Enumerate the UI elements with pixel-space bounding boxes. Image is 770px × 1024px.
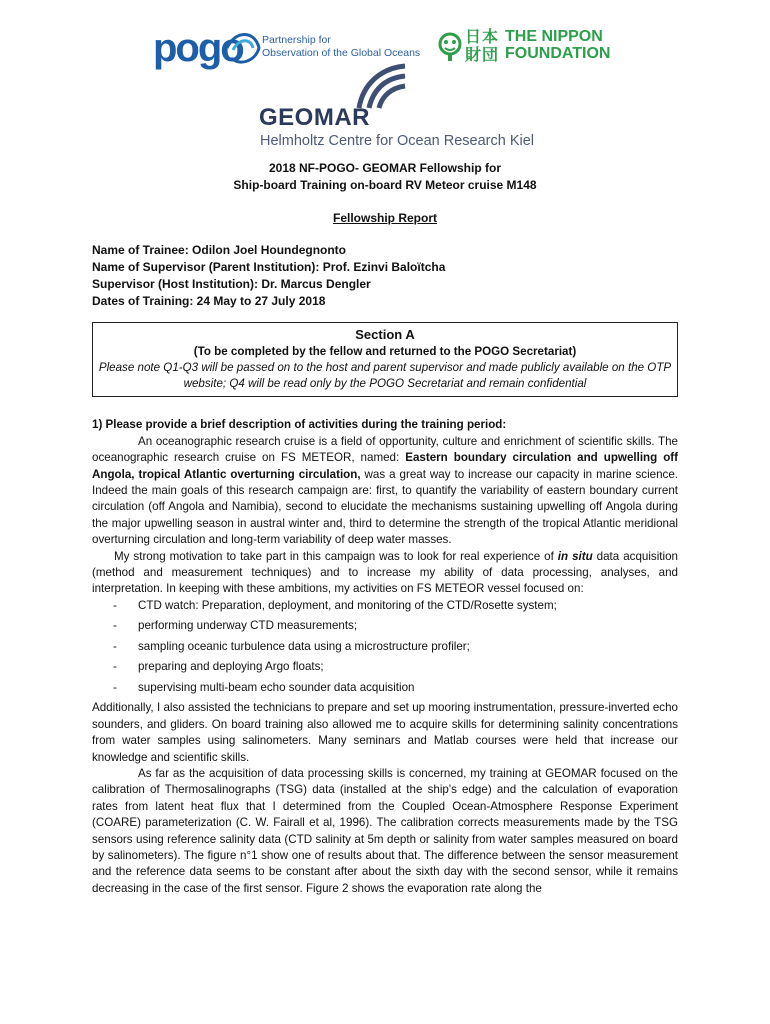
geomar-logo-word: GEOMAR [259, 104, 370, 131]
paragraph-2-text-b: data acquisition (method and measurement techniques) and to increase my ability of data processing, analyses, and interpretation. In keeping with these ambitions, my activities on FS METEOR vessel focused on: [92, 549, 678, 596]
section-subheading: (To be completed by the fellow and returned to the POGO Secretariat) [193, 345, 577, 359]
paragraph-1-text-b: was a great way to increase our capacity in marine science. Indeed the main goals of this research campaign are: first, to quantify the variability of eastern boundary current circulation (off Angola and Namibia), second to elucidate the mechanisms sustaining upwelling off Angola during the major upwelling season in austral winter and, third to determine the strength of the tropical Atlantic meridional overturning circulation and long-term variability of deep water masses. [92, 467, 679, 547]
paragraph-1 [92, 434, 678, 549]
report-document [92, 160, 678, 897]
bullet-dash: - [113, 639, 117, 653]
bullet-dash: - [113, 598, 117, 612]
supervisor-parent: Name of Supervisor (Parent Institution): Prof. Ezinvi Baloïtcha [92, 260, 446, 275]
pogo-line1: Partnership for [262, 34, 331, 46]
activity-text: CTD watch: Preparation, deployment, and monitoring of the CTD/Rosette system; [138, 598, 557, 612]
nippon-cjk-line1: 日本 [465, 27, 500, 46]
supervisor-host: Supervisor (Host Institution): Dr. Marcus Dengler [92, 277, 371, 292]
pogo-swoosh-icon [225, 28, 261, 68]
list-item [92, 598, 678, 619]
nippon-foundation-text [505, 28, 610, 62]
activity-text: performing underway CTD measurements; [138, 619, 358, 633]
nippon-cjk-text [465, 28, 499, 64]
nippon-line2: FOUNDATION [505, 45, 611, 62]
paragraph-2-text-a: My strong motivation to take part in this campaign was to look for real experience of [114, 549, 558, 563]
list-item [92, 618, 678, 639]
section-note: Please note Q1-Q3 will be passed on to the host and parent supervisor and made publicly available on the OTP website; Q4 will be read only by the POGO Secretariat and remain confidential [98, 361, 672, 391]
activities-list [92, 598, 678, 701]
list-item [92, 680, 678, 701]
pogo-line2: Observation of the Global Oceans [262, 47, 421, 59]
pogo-logo-text [262, 34, 420, 60]
training-dates: Dates of Training: 24 May to 27 July 2018 [92, 294, 326, 309]
report-title-line1: 2018 NF-POGO- GEOMAR Fellowship for [268, 161, 502, 175]
list-item [92, 659, 678, 680]
section-a-box [92, 322, 678, 397]
geomar-logo-subtitle: Helmholtz Centre for Ocean Research Kiel [260, 133, 535, 149]
paragraph-3: Additionally, I also assisted the technicians to prepare and set up mooring instrumentation, pressure-inverted echo sounders, and gliders. On board training also allowed me to acquire skills for determining salinity concentrations from water samples using salinometers. Many seminars and Matlab courses were held that increase our knowledge and scientific skills. [92, 701, 678, 764]
bullet-dash: - [113, 680, 117, 694]
paragraph-2 [92, 549, 678, 598]
list-item [92, 639, 678, 660]
trainee-info [92, 242, 678, 310]
cruise-name: Eastern boundary circulation and upwelling off Angola, tropical Atlantic overturning circulation, [92, 451, 679, 481]
nippon-foundation-emblem-icon [437, 30, 463, 62]
logo-header [0, 0, 770, 160]
bullet-dash: - [113, 660, 117, 674]
question-1: 1) Please provide a brief description of activities during the training period: [92, 418, 507, 432]
fellowship-report-heading: Fellowship Report [332, 211, 437, 225]
activity-text: preparing and deploying Argo floats; [138, 660, 324, 674]
section-heading: Section A [355, 327, 415, 343]
nippon-cjk-line2: 財団 [465, 45, 500, 64]
bullet-dash: - [113, 619, 117, 633]
activity-text: supervising multi-beam echo sounder data acquisition [138, 680, 415, 694]
in-situ-emphasis: in situ [557, 549, 593, 563]
activity-text: sampling oceanic turbulence data using a microstructure profiler; [138, 639, 470, 653]
pogo-logo-word: pogo [153, 26, 243, 70]
paragraph-1-text-a: An oceanographic research cruise is a field of opportunity, culture and enrichment of scientific skills. The oceanographic research cruise on FS METEOR, named: [92, 434, 678, 465]
trainee-name: Name of Trainee: Odilon Joel Houndegnonto [92, 243, 347, 258]
report-title-line2: Ship-board Training on-board RV Meteor cruise M148 [233, 178, 537, 192]
paragraph-4: As far as the acquisition of data processing skills is concerned, my training at GEOMAR focused on the calibration of Thermosalinographs (TSG) data (installed at the ship's edge) and the calculation of evaporation rates from latent heat flux that I determined from the Coupled Ocean-Atmosphere Response Experiment (COARE) parameterization (C. W. Fairall et al, 1996). The calibration corrects measurements made by the TSG sensors using reference salinity data (CTD salinity at 5m depth or salinity from water samples measured on board by salinometers). The figure n°1 show one of results about that. The difference between the sensor measurement and the reference data seems to be constant after about the sixth day with the second sensor, while it remains decreasing in the case of the first sensor. Figure 2 shows the evaporation rate along the [92, 767, 678, 895]
nippon-line1: THE NIPPON [505, 28, 603, 45]
